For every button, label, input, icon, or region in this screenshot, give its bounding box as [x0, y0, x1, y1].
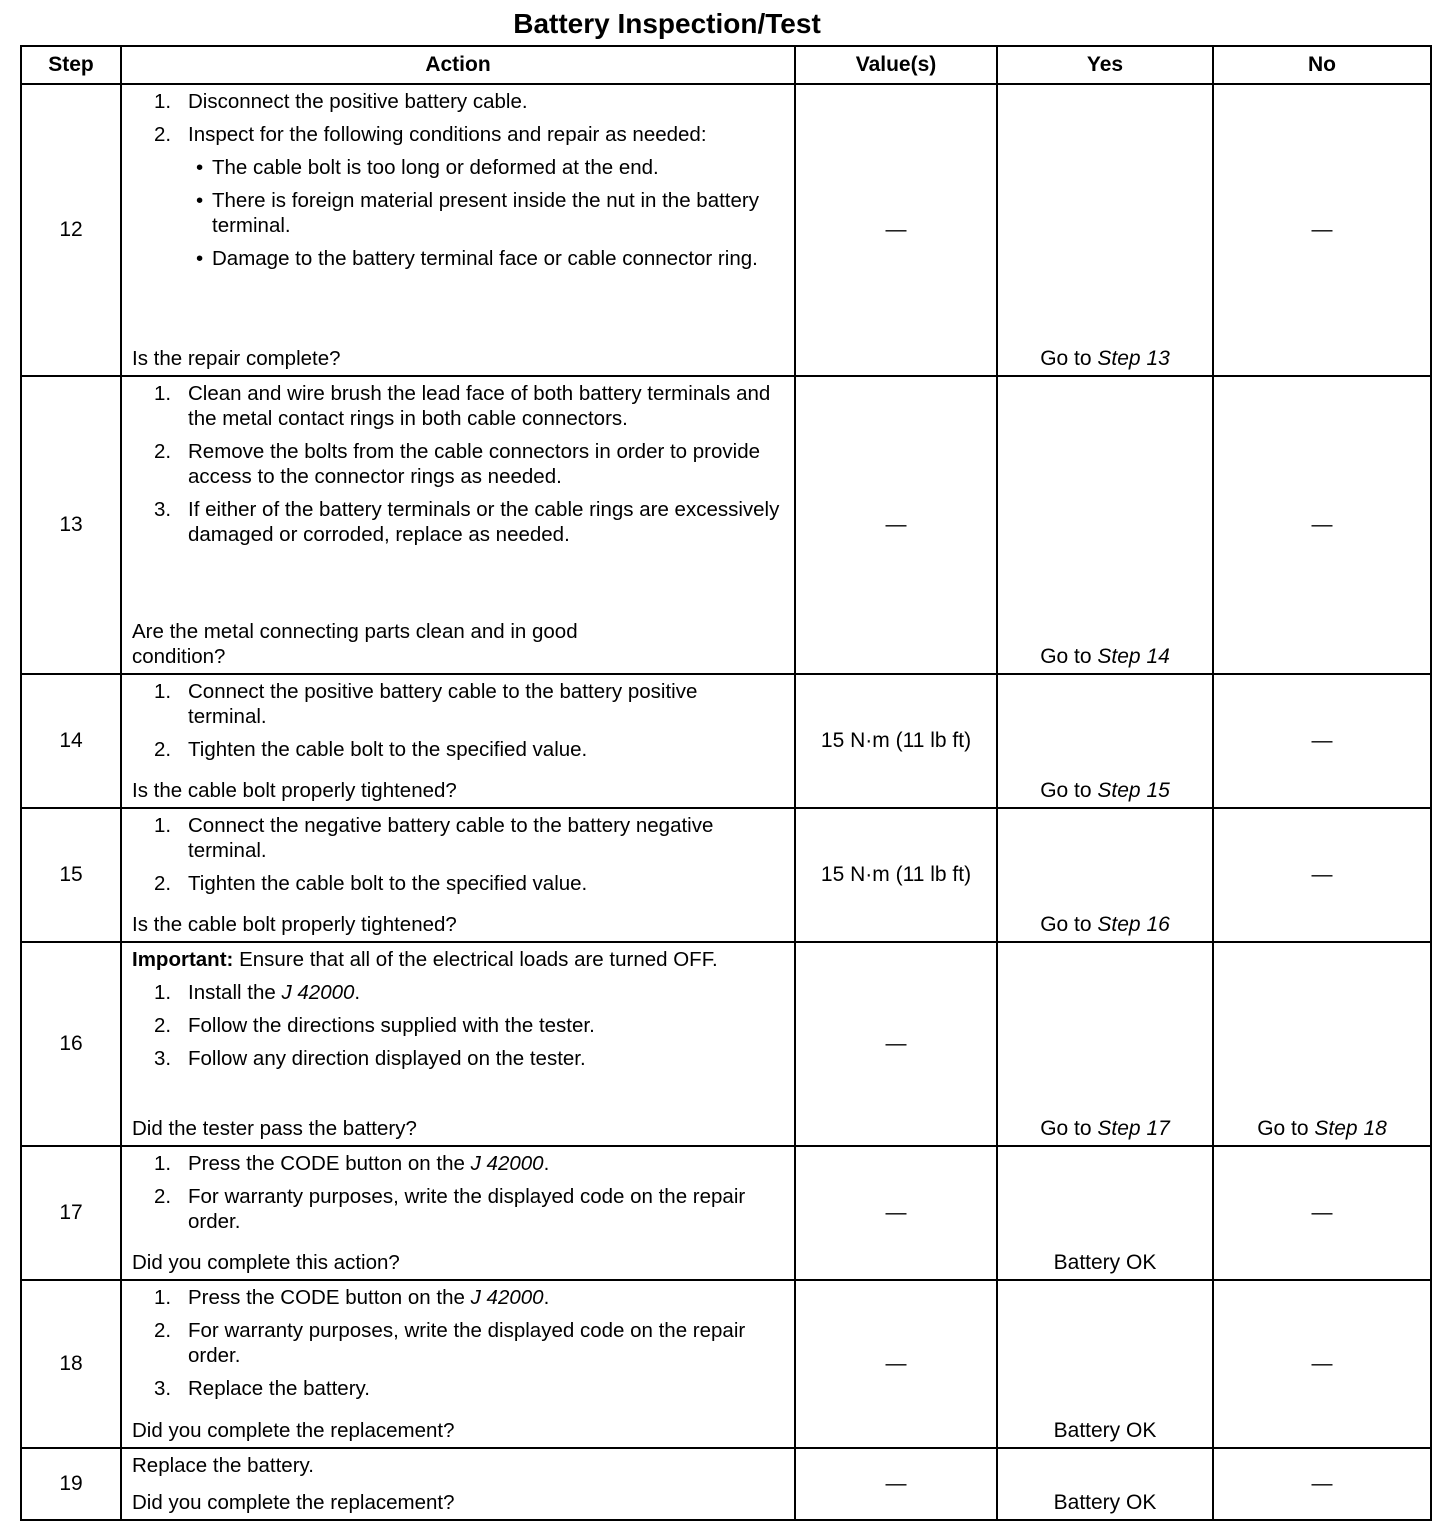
- table-row: [21, 1280, 1431, 1448]
- table-row: [21, 1448, 1431, 1520]
- bullet-icon: •: [196, 189, 204, 212]
- table-row: [21, 942, 1431, 1146]
- action-item: For warranty purposes, write the displayed code on the repair order.: [188, 1185, 746, 1233]
- item-number: 3.: [154, 1377, 172, 1400]
- step-number: 13: [21, 376, 121, 674]
- action-cell: [121, 1280, 795, 1448]
- table-row: [21, 808, 1431, 942]
- action-item: For warranty purposes, write the displayed code on the repair order.: [188, 1319, 746, 1367]
- punctuation: .: [543, 1152, 550, 1175]
- step-question: Is the cable bolt properly tightened?: [132, 913, 457, 936]
- no-value: —: [1311, 729, 1333, 752]
- no-value: —: [1311, 218, 1333, 241]
- action-cell: [121, 1146, 795, 1280]
- step-question: Are the metal connecting parts clean and in good condition?: [132, 620, 578, 668]
- step-number: 14: [21, 674, 121, 808]
- no-cell: [1213, 808, 1431, 942]
- yes-step-link[interactable]: Step 14: [1097, 645, 1170, 668]
- step-question: Did you complete the replacement?: [132, 1419, 455, 1442]
- yes-cell: [997, 84, 1213, 376]
- no-cell: [1213, 84, 1431, 376]
- yes-prefix: Go to: [1040, 913, 1092, 936]
- item-number: 2.: [154, 1014, 172, 1037]
- action-cell: [121, 942, 795, 1146]
- yes-cell: [997, 1448, 1213, 1520]
- step-question: Did you complete the replacement?: [132, 1491, 455, 1514]
- no-value: —: [1311, 1352, 1333, 1375]
- header-row: [21, 46, 1431, 84]
- condition-item: There is foreign material present inside the nut in the battery terminal.: [212, 189, 759, 237]
- action-cell: [121, 674, 795, 808]
- yes-prefix: Go to: [1040, 1117, 1092, 1140]
- action-item: Connect the negative battery cable to the battery negative terminal.: [188, 814, 714, 862]
- item-number: 2.: [154, 440, 172, 463]
- action-item: Tighten the cable bolt to the specified value.: [188, 872, 588, 895]
- step-question: Is the repair complete?: [132, 347, 341, 370]
- yes-step-link[interactable]: Step 17: [1097, 1117, 1170, 1140]
- action-cell: [121, 84, 795, 376]
- action-cell: [121, 376, 795, 674]
- step-question: Did the tester pass the battery?: [132, 1117, 417, 1140]
- table-row: [21, 674, 1431, 808]
- step-number: 17: [21, 1146, 121, 1280]
- action-item: Replace the battery.: [188, 1377, 370, 1400]
- tool-name: J 42000: [470, 1152, 544, 1175]
- action-item: Tighten the cable bolt to the specified value.: [188, 738, 588, 761]
- action-item: Connect the positive battery cable to the battery positive terminal.: [188, 680, 698, 728]
- item-number: 2.: [154, 872, 172, 895]
- table-row: [21, 1146, 1431, 1280]
- bullet-icon: •: [196, 247, 204, 270]
- no-value: —: [1311, 1201, 1333, 1224]
- header-yes: Yes: [997, 46, 1213, 84]
- yes-step-link[interactable]: Step 13: [1097, 347, 1170, 370]
- yes-result: Battery OK: [1053, 1491, 1157, 1514]
- yes-cell: [997, 1280, 1213, 1448]
- condition-item: Damage to the battery terminal face or cable connector ring.: [212, 247, 758, 270]
- yes-step-link[interactable]: Step 15: [1097, 779, 1170, 802]
- action-item: Follow the directions supplied with the tester.: [188, 1014, 595, 1037]
- action-item-prefix: Press the CODE button on the: [188, 1286, 465, 1309]
- yes-result: Battery OK: [1053, 1419, 1157, 1442]
- step-number: 16: [21, 942, 121, 1146]
- value-cell: —: [795, 376, 997, 674]
- item-number: 3.: [154, 1047, 172, 1070]
- no-cell: [1213, 1448, 1431, 1520]
- important-text: Ensure that all of the electrical loads are turned OFF.: [239, 948, 718, 971]
- no-cell: [1213, 1146, 1431, 1280]
- action-item-prefix: Press the CODE button on the: [188, 1152, 465, 1175]
- no-value: —: [1311, 513, 1333, 536]
- value-cell: —: [795, 1448, 997, 1520]
- item-number: 1.: [154, 1152, 172, 1175]
- battery-inspection-table: [20, 45, 1432, 1521]
- action-cell: [121, 1448, 795, 1520]
- yes-prefix: Go to: [1040, 779, 1092, 802]
- value-cell: 15 N·m (11 lb ft): [795, 808, 997, 942]
- action-item: Disconnect the positive battery cable.: [188, 90, 528, 113]
- tool-name: J 42000: [470, 1286, 544, 1309]
- header-no: No: [1213, 46, 1431, 84]
- item-number: 1.: [154, 1286, 172, 1309]
- yes-result: Battery OK: [1053, 1251, 1157, 1274]
- action-item: Remove the bolts from the cable connectors in order to provide access to the connector rings as needed.: [188, 440, 761, 488]
- no-prefix: Go to: [1257, 1117, 1309, 1140]
- action-item: Clean and wire brush the lead face of both battery terminals and the metal contact rings in both cable connectors.: [188, 382, 771, 430]
- punctuation: .: [354, 981, 361, 1004]
- table-row: [21, 84, 1431, 376]
- punctuation: .: [543, 1286, 550, 1309]
- header-action: Action: [121, 46, 795, 84]
- header-values: Value(s): [795, 46, 997, 84]
- yes-prefix: Go to: [1040, 645, 1092, 668]
- item-number: 1.: [154, 814, 172, 837]
- item-number: 1.: [154, 981, 172, 1004]
- no-cell: [1213, 942, 1431, 1146]
- item-number: 2.: [154, 1185, 172, 1208]
- item-number: 2.: [154, 738, 172, 761]
- yes-cell: [997, 1146, 1213, 1280]
- no-value: —: [1311, 1472, 1333, 1495]
- yes-cell: [997, 808, 1213, 942]
- table-row: [21, 376, 1431, 674]
- action-cell: [121, 808, 795, 942]
- no-cell: [1213, 674, 1431, 808]
- yes-cell: [997, 942, 1213, 1146]
- value-cell: —: [795, 84, 997, 376]
- action-item: Inspect for the following conditions and repair as needed:: [188, 123, 707, 146]
- action-text: Replace the battery.: [132, 1454, 314, 1477]
- item-number: 3.: [154, 498, 172, 521]
- item-number: 1.: [154, 382, 172, 405]
- no-step-link[interactable]: Step 18: [1314, 1117, 1387, 1140]
- yes-prefix: Go to: [1040, 347, 1092, 370]
- no-value: —: [1311, 863, 1333, 886]
- action-item: If either of the battery terminals or the cable rings are excessively damaged or corroded, replace as needed.: [188, 498, 780, 546]
- no-cell: [1213, 376, 1431, 674]
- page-title: Battery Inspection/Test: [513, 8, 821, 39]
- item-number: 2.: [154, 1319, 172, 1342]
- step-question: Is the cable bolt properly tightened?: [132, 779, 457, 802]
- no-cell: [1213, 1280, 1431, 1448]
- step-number: 19: [21, 1448, 121, 1520]
- action-item-prefix: Install the: [188, 981, 276, 1004]
- header-step: Step: [21, 46, 121, 84]
- tool-name: J 42000: [281, 981, 355, 1004]
- value-cell: 15 N·m (11 lb ft): [795, 674, 997, 808]
- value-cell: —: [795, 1280, 997, 1448]
- yes-step-link[interactable]: Step 16: [1097, 913, 1170, 936]
- step-question: Did you complete this action?: [132, 1251, 400, 1274]
- bullet-icon: •: [196, 156, 204, 179]
- value-cell: —: [795, 942, 997, 1146]
- item-number: 2.: [154, 123, 172, 146]
- item-number: 1.: [154, 90, 172, 113]
- important-label: Important:: [132, 948, 234, 971]
- step-number: 15: [21, 808, 121, 942]
- action-item: Follow any direction displayed on the tester.: [188, 1047, 586, 1070]
- value-cell: —: [795, 1146, 997, 1280]
- yes-cell: [997, 376, 1213, 674]
- step-number: 18: [21, 1280, 121, 1448]
- item-number: 1.: [154, 680, 172, 703]
- yes-cell: [997, 674, 1213, 808]
- step-number: 12: [21, 84, 121, 376]
- condition-item: The cable bolt is too long or deformed at the end.: [212, 156, 659, 179]
